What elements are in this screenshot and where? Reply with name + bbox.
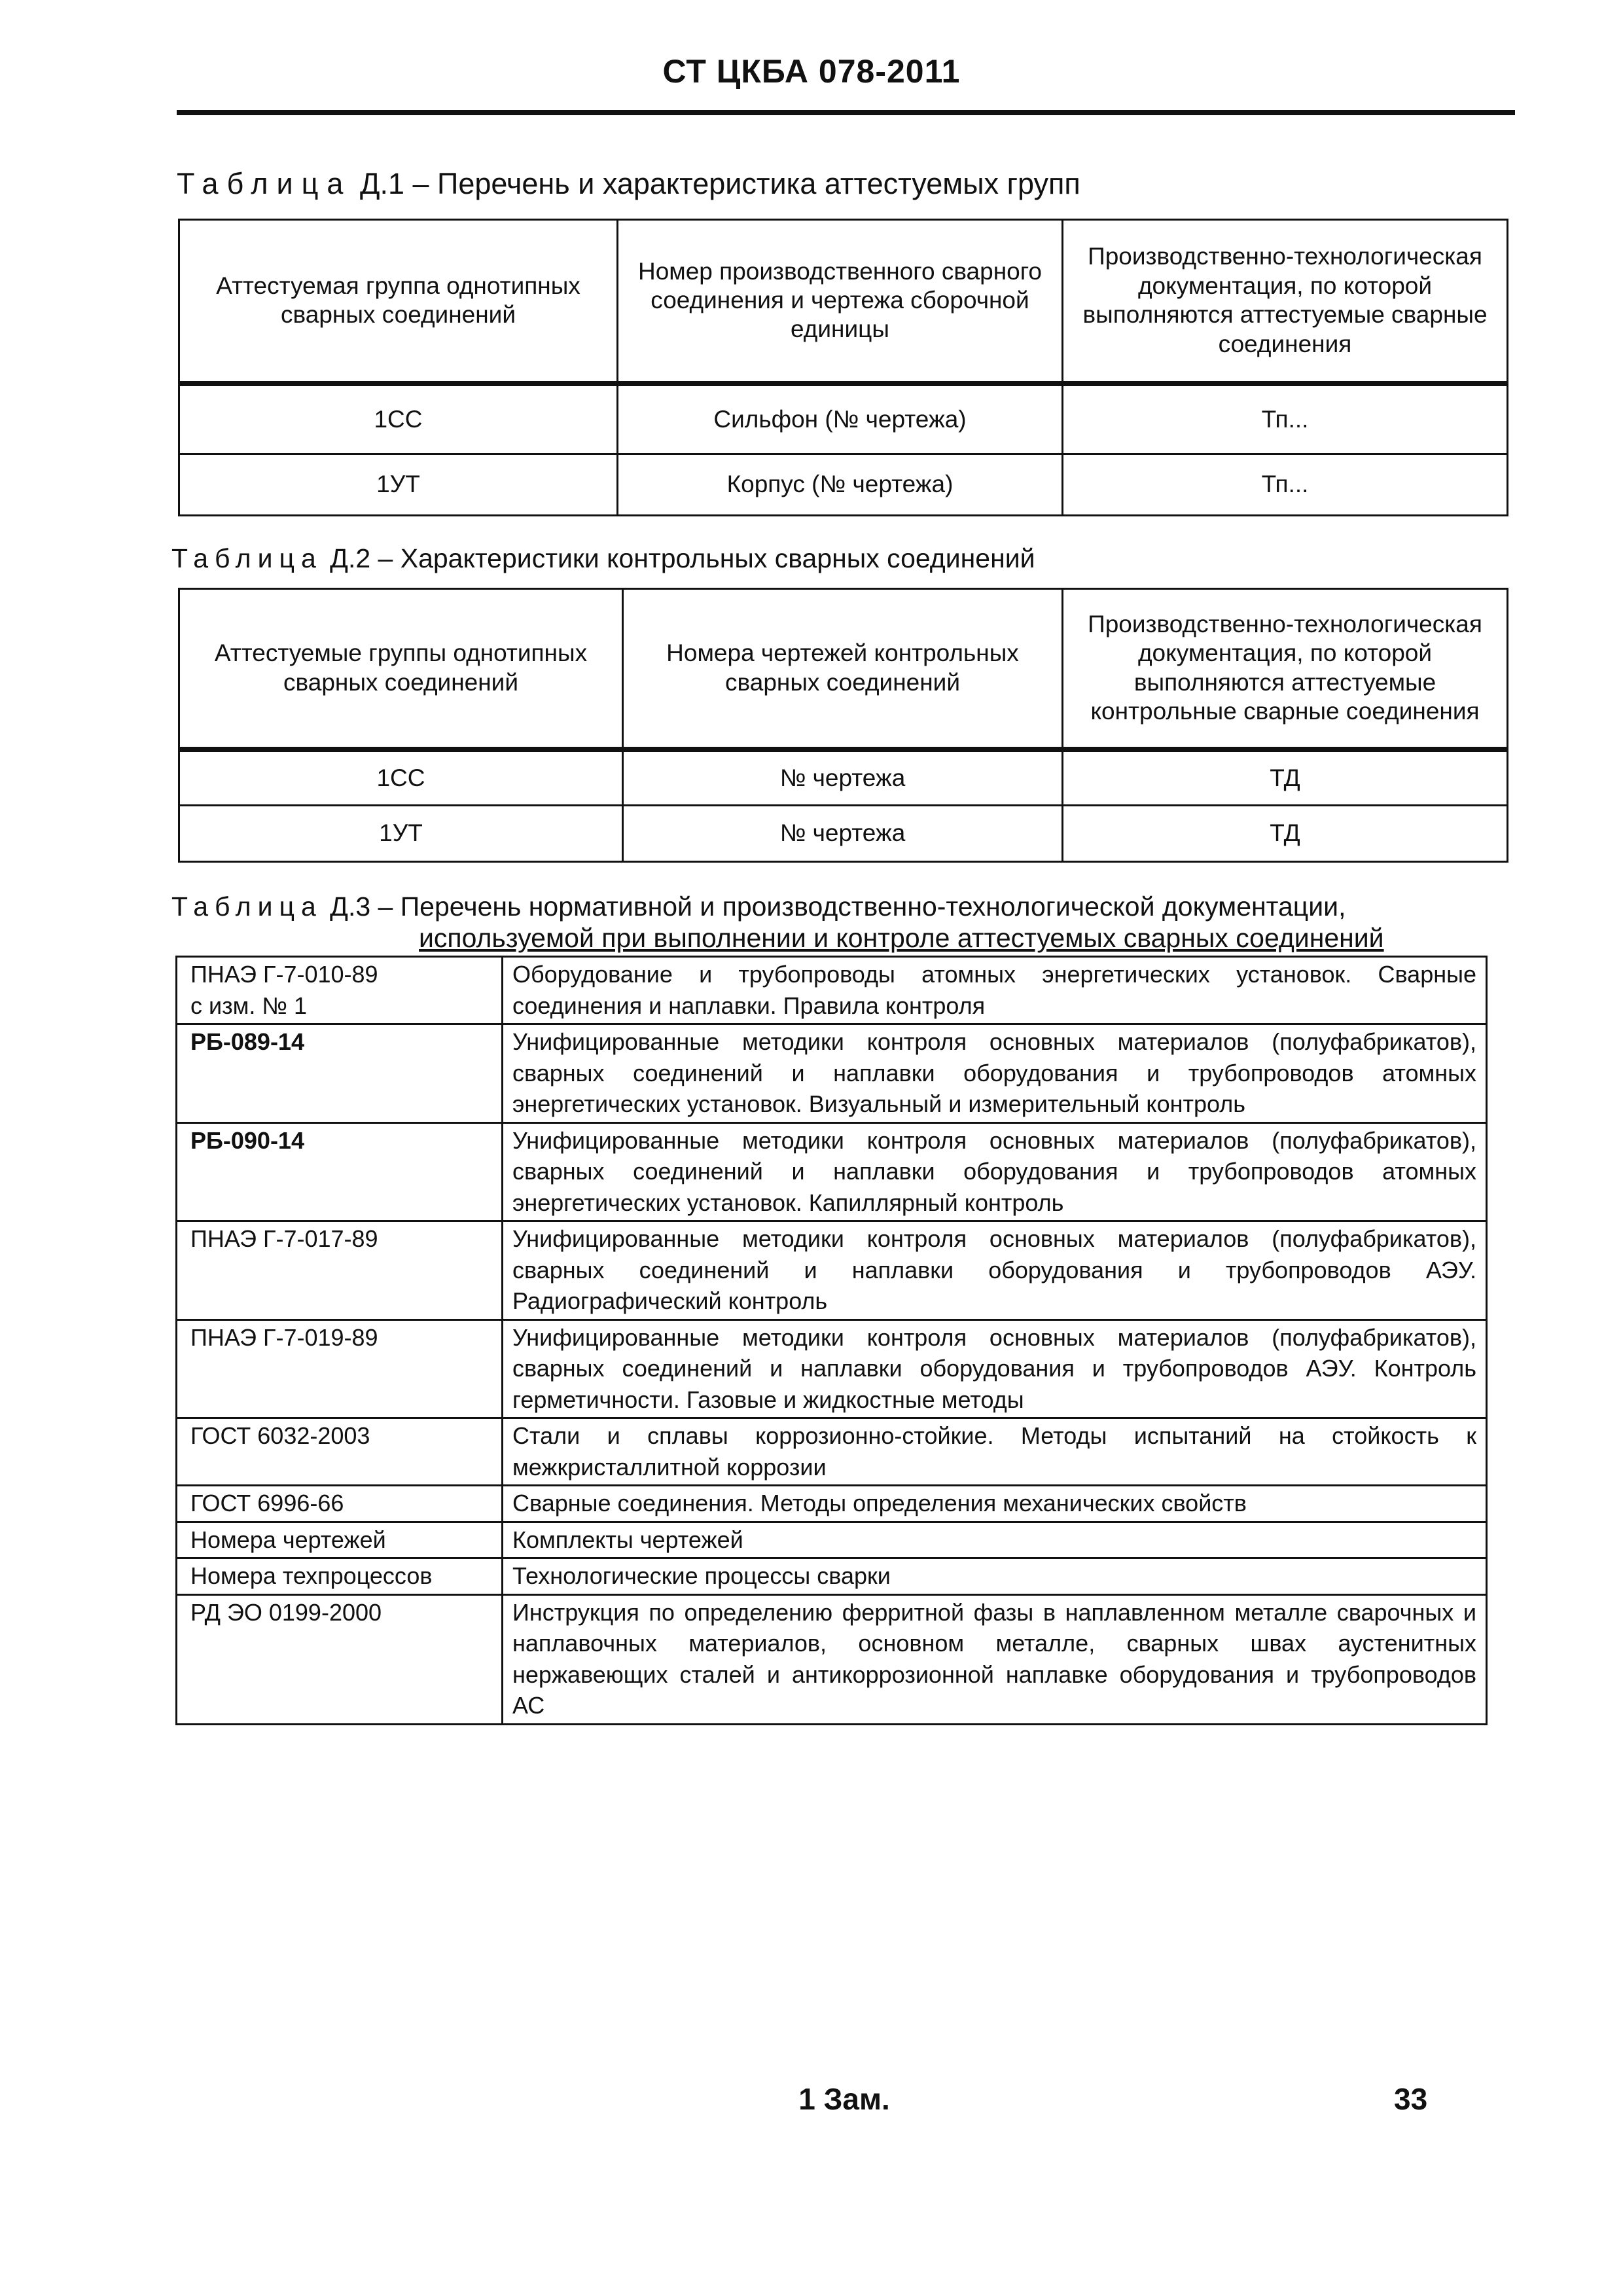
document-code: ПНАЭ Г-7-017-89: [190, 1225, 378, 1253]
table3-caption: [171, 891, 1346, 922]
table-row: [179, 749, 1508, 806]
document-title-cell: Стали и сплавы коррозионно-стойкие. Методы испытаний на стойкость к межкристаллитной коррозии: [503, 1418, 1487, 1486]
table3: [175, 956, 1488, 1725]
table-cell: Тп...: [1063, 384, 1508, 454]
table1-caption: [177, 167, 1080, 201]
document-title-cell: Унифицированные методики контроля основных материалов (полуфабрикатов), сварных соединений и наплавки оборудования и трубопроводов атомных энергетических установок. Визуальный и измерительный контроль: [503, 1024, 1487, 1123]
document-title-cell: Оборудование и трубопроводы атомных энергетических установок. Сварные соединения и наплавки. Правила контроля: [503, 957, 1487, 1024]
document-code: Номера техпроцессов: [190, 1562, 433, 1590]
table3-body: [177, 957, 1487, 1725]
table-cell: № чертежа: [623, 749, 1063, 806]
table2-header-cell: Производственно-технологическая документация, по которой выполняются аттестуемые контрольные сварные соединения: [1063, 589, 1508, 749]
table2-header-cell: Номера чертежей контрольных сварных соединений: [623, 589, 1063, 749]
table-cell: Тп...: [1063, 454, 1508, 516]
table3-caption-label: Таблица: [171, 891, 323, 922]
table-row: [177, 1024, 1487, 1123]
document-code-cell: [177, 1418, 503, 1486]
table-cell: № чертежа: [623, 806, 1063, 862]
document-code-cell: [177, 1024, 503, 1123]
document-title-cell: Унифицированные методики контроля основных материалов (полуфабрикатов), сварных соединений и наплавки оборудования и трубопроводов атомных энергетических установок. Капиллярный контроль: [503, 1122, 1487, 1221]
page-number: 33: [1394, 2082, 1428, 2116]
table-row: [177, 1221, 1487, 1320]
table2-caption-text: Д.2 – Характеристики контрольных сварных соединений: [330, 543, 1035, 573]
document-code-cell: [177, 1319, 503, 1418]
table-cell: 1УТ: [179, 806, 623, 862]
document-code: РБ-089-14: [190, 1028, 304, 1056]
document-code: ГОСТ 6032-2003: [190, 1422, 370, 1450]
document-code-cell: [177, 1221, 503, 1320]
table1-header-cell: Производственно-технологическая документация, по которой выполняются аттестуемые сварные соединения: [1063, 220, 1508, 384]
document-title-cell: Инструкция по определению ферритной фазы в наплавленном металле сварочных и наплавочных материалов, основном металле, сварных швах аустенитных нержавеющих сталей и антикоррозионной наплавке оборудования и трубопроводов АС: [503, 1594, 1487, 1724]
document-code-cell: [177, 1594, 503, 1724]
table-row: [177, 1319, 1487, 1418]
table-row: [179, 454, 1508, 516]
table-row: [177, 1122, 1487, 1221]
table2: [178, 588, 1508, 863]
document-header: СТ ЦКБА 078-2011: [662, 53, 961, 90]
table-cell: 1УТ: [179, 454, 618, 516]
document-title-cell: Сварные соединения. Методы определения механических свойств: [503, 1486, 1487, 1522]
table-cell: ТД: [1063, 806, 1508, 862]
table-cell: Сильфон (№ чертежа): [618, 384, 1063, 454]
table-cell: ТД: [1063, 749, 1508, 806]
document-title-cell: Комплекты чертежей: [503, 1522, 1487, 1558]
table-cell: Корпус (№ чертежа): [618, 454, 1063, 516]
table-cell: 1СС: [179, 384, 618, 454]
document-title-cell: Технологические процессы сварки: [503, 1558, 1487, 1595]
table-row: [179, 806, 1508, 862]
table2-header-row: [179, 589, 1508, 749]
table1: [178, 219, 1508, 516]
table3-caption-text: Д.3 – Перечень нормативной и производственно-технологической документации,: [330, 891, 1346, 922]
table2-caption-label: Таблица: [171, 543, 323, 573]
table1-header-cell: Номер производственного сварного соединения и чертежа сборочной единицы: [618, 220, 1063, 384]
table2-header-cell: Аттестуемые группы однотипных сварных соединений: [179, 589, 623, 749]
document-code: Номера чертежей: [190, 1526, 386, 1553]
document-code: ГОСТ 6996-66: [190, 1490, 344, 1517]
table-row: [177, 1418, 1487, 1486]
document-code-cell: [177, 1486, 503, 1522]
table1-caption-label: Таблица: [177, 167, 352, 200]
table-row: [177, 1558, 1487, 1595]
table-row: [177, 1486, 1487, 1522]
table-row: [177, 1594, 1487, 1724]
document-code: ПНАЭ Г-7-019-89: [190, 1323, 378, 1351]
document-code-cell: [177, 1558, 503, 1595]
document-code-cell: [177, 957, 503, 1024]
table1-header-cell: Аттестуемая группа однотипных сварных соединений: [179, 220, 618, 384]
document-code: ПНАЭ Г-7-010-89: [190, 961, 378, 988]
document-title-cell: Унифицированные методики контроля основных материалов (полуфабрикатов), сварных соединений и наплавки оборудования и трубопроводов АЭУ. Контроль герметичности. Газовые и жидкостные методы: [503, 1319, 1487, 1418]
table1-caption-text: Д.1 – Перечень и характеристика аттестуемых групп: [359, 167, 1080, 200]
table-cell: 1СС: [179, 749, 623, 806]
table-row: [177, 1522, 1487, 1558]
table-row: [177, 957, 1487, 1024]
change-note: 1 Зам.: [798, 2082, 890, 2116]
document-code-cell: [177, 1122, 503, 1221]
table3-caption-line2: используемой при выполнении и контроле аттестуемых сварных соединений: [419, 923, 1384, 953]
header-rule: [177, 110, 1515, 115]
document-code: РД ЭО 0199-2000: [190, 1598, 382, 1626]
document-code-note: с изм. № 1: [190, 992, 308, 1019]
document-title-cell: Унифицированные методики контроля основных материалов (полуфабрикатов), сварных соединений и наплавки оборудования и трубопроводов АЭУ. Радиографический контроль: [503, 1221, 1487, 1320]
document-code: РБ-090-14: [190, 1126, 304, 1154]
table1-header-row: [179, 220, 1508, 384]
table-row: [179, 384, 1508, 454]
table2-caption: [171, 543, 1035, 574]
document-code-cell: [177, 1522, 503, 1558]
